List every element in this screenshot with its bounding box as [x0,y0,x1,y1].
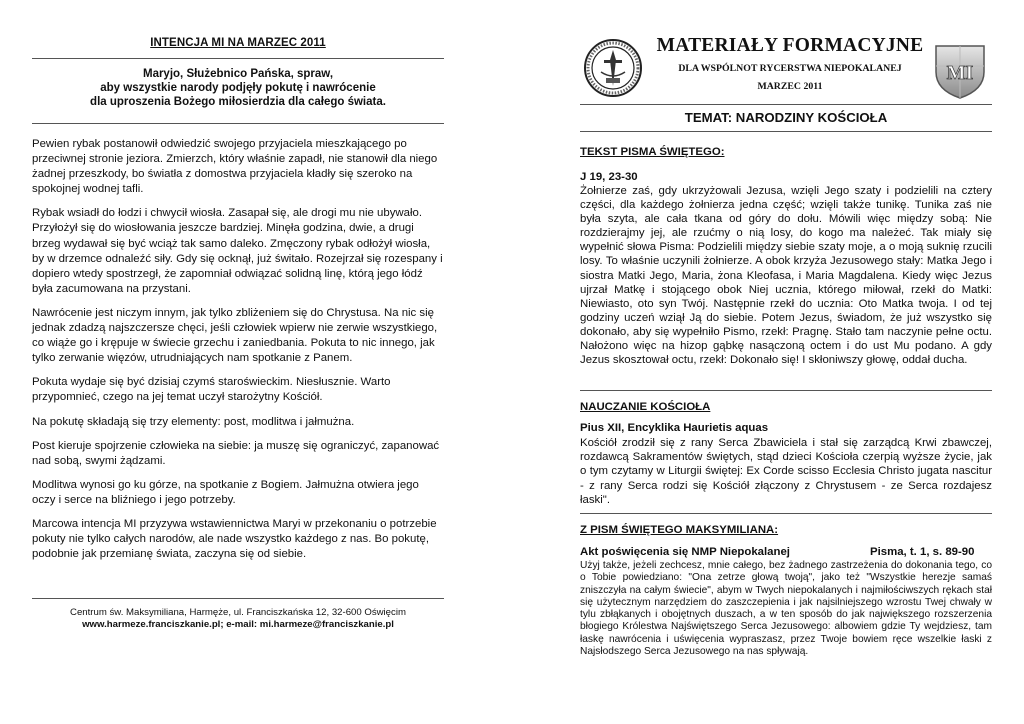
consecration-heading [580,546,992,558]
prayer-line: aby wszystkie narody podjęły pokutę i nawrócenie [100,82,376,94]
paragraph: Pewien rybak postanowił odwiedzić swojego przyjaciela mieszkającego po przeciwnej stronie jeziora. Zmierzch, który właśnie zapadł, nie stanowił dla niego żadnej przeszkody, bo światła z domostwa przyjaciela kładły się szeroko na spokojnej wodnej tafli. [32,138,438,196]
paragraph: Modlitwa wynosi go ku górze, na spotkanie z Bogiem. Jałmużna otwiera jego oczy i serce na bliźniego i jego potrzeby. [32,478,419,506]
divider [32,123,444,124]
prayer-line: dla uproszenia Bożego miłosierdzia dla całego świata. [90,96,386,108]
teaching-source: Pius XII, Encyklika Haurietis aquas [580,422,769,434]
mi-logo-icon [932,40,988,100]
publication-subtitle: DLA WSPÓLNOT RYCERSTWA NIEPOKALANEJ [678,63,902,74]
prayer [32,67,444,109]
paragraph: Nawrócenie jest niczym innym, jak tylko zbliżeniem się do Chrystusa. Na nic się jednak zdadzą najszczersze chęci, jeśli człowiek wpierw nie zerwie wszystkiego, co wiąże go i krępuje w świecie grzechu i zaniedbania. Pokuta to nic innego, jak tylko zerwanie więzów, utrudniających nam spotkanie z Panem. [32,306,438,365]
publication-month: MARZEC 2011 [757,81,823,92]
consecration-text: Użyj także, jeżeli zechcesz, mnie całego, bez żadnego zastrzeżenia do dokonania tego, co o Tobie powiedziano: "Ona zetrze głową twoją", jako też "Wszystkie herezje samaś zniszczyła na całym świecie", abym w Twych niepokalanych i najmiłościwszych rękach stał się użytecznym narzędziem do zaszczepienia i jak najsilniejszego wzrostu Twej chwały w tylu zbłąkanych i obojętnych duszach, a w ten sposób do jak największego rozszerzenia błogiego Królestwa Najświętszego Serca Jezusowego: albowiem gdzie Ty wejdziesz, tam łaskę nawrócenia i uświęcenia wypraszasz, przez Twoje bowiem ręce wszelkie łaski z Najsłodszego Serca Jezusowego na nas spływają. [580,560,992,658]
section-heading-teaching: NAUCZANIE KOŚCIOŁA [580,401,711,413]
section-heading-writings: Z PISM ŚWIĘTEGO MAKSYMILIANA: [580,524,779,536]
intention-title: INTENCJA MI NA MARZEC 2011 [150,37,326,49]
divider [580,104,992,105]
footer [32,607,444,631]
divider [580,513,992,514]
reflection-text [32,137,444,571]
footer-address: Centrum św. Maksymiliana, Harmęże, ul. Franciszkańska 12, 32-600 Oświęcim [70,607,406,618]
paragraph: Pokuta wydaje się być dzisiaj czymś staroświeckim. Niesłusznie. Warto przypomnieć, czego na jej temat uczył starożytny Kościół. [32,376,391,404]
scripture-text: Żołnierze zaś, gdy ukrzyżowali Jezusa, wzięli Jego szaty i podzielili na cztery części, dla każdego żołnierza jedna część; wzięli także tunikę. Tunika zaś nie była szyta, ale cała tkana od góry do dołu. Mówili więc między sobą: Nie rozdzierajmy jej, ale rzućmy o nią losy, do kogo ma należeć. Tak miały się wypełnić słowa Pisma: Podzielili między siebie szaty moje, a o moją suknię rzucili losy. To właśnie uczynili żołnierze. A obok krzyża Jezusowego stały: Matka Jego i siostra Matki Jego, Maria, żona Kleofasa, i Maria Magdalena. Kiedy więc Jezus ujrzał Matkę i stojącego obok Niej ucznia, którego miłował, rzekł do Matki: Niewiasto, oto syn Twój. Następnie rzekł do ucznia: Oto Matka twoja. I od tej godziny uczeń wziął Ją do siebie. Potem Jezus, świadom, że już wszystko się dokonało, aby się wypełniło Pismo, rzekł: Pragnę. Stało tam naczynie pełne octu. Nałożono więc na hizop gąbkę nasączoną octem i do ust Mu podano. A gdy Jezus skosztował octu, rzekł: Dokonało się! I skłoniwszy głowę, oddał ducha. [580,185,992,367]
scripture-reference: J 19, 23-30 [580,171,638,183]
consecration-citation: Pisma, t. 1, s. 89-90 [870,546,975,558]
divider [32,598,444,599]
paragraph: Rybak wsiadł do łodzi i chwycił wiosła. Zasapał się, ale drogi mu nie ubywało. Przyłożył się do wiosłowania jeszcze bardziej. Minęła godzina, dwie, a drugi brzeg wydawał się być wciąż tak samo daleko. Zmęczony rybak odłożył wiosła, by w drzemce odnaleźć siły. Gdy się ocknął, już świtało. Rozejrzał się rozespany i dopiero wtedy spostrzegł, że zapomniał odwiązać solidną linę, którą jego łódź była zacumowana na przystani. [32,207,443,295]
prayer-line: Maryjo, Służebnico Pańska, spraw, [142,68,334,80]
paragraph: Post kieruje spojrzenie człowieka na siebie: ja muszę się ograniczyć, zapanować nad sobą, swymi żądzami. [32,439,440,467]
topic-heading: TEMAT: NARODZINY KOŚCIOŁA [684,110,888,125]
divider [580,390,992,391]
svg-text:MI: MI [946,62,974,84]
publication-title: MATERIAŁY FORMACYJNE [656,35,924,56]
divider [580,131,992,132]
seal-emblem-icon [583,38,643,98]
paragraph: Na pokutę składają się trzy elementy: post, modlitwa i jałmużna. [32,415,355,428]
divider [32,58,444,59]
consecration-title: Akt poświęcenia się NMP Niepokalanej [580,546,790,558]
teaching-text: Kościół zrodził się z rany Serca Zbawiciela i stał się zarządcą Krwi zbawczej, rozdawcą Sakramentów świętych, stąd dzieci Kościoła czerpią wyższe życie, jak o tym czytamy w Liturgii świętej: Ex Corde scisso Ecclesia Christo jugata nascitur - z rany Serca rodzi się Kościół złączony z Chrystusem - ze Serca rozdajesz łaski". [580,437,992,506]
paragraph: Marcowa intencja MI przyzywa wstawiennictwa Maryi w przekonaniu o potrzebie pokuty nie tylko całych narodów, ale nade wszystko każdego z nas. Bo pokutę, podobnie jak przemianę świata, zaczyna się od siebie. [32,517,437,561]
section-heading-scripture: TEKST PISMA ŚWIĘTEGO: [580,146,725,158]
footer-web[interactable]: www.harmeze.franciszkanie.pl; e-mail: mi.harmeze@franciszkanie.pl [82,619,394,630]
